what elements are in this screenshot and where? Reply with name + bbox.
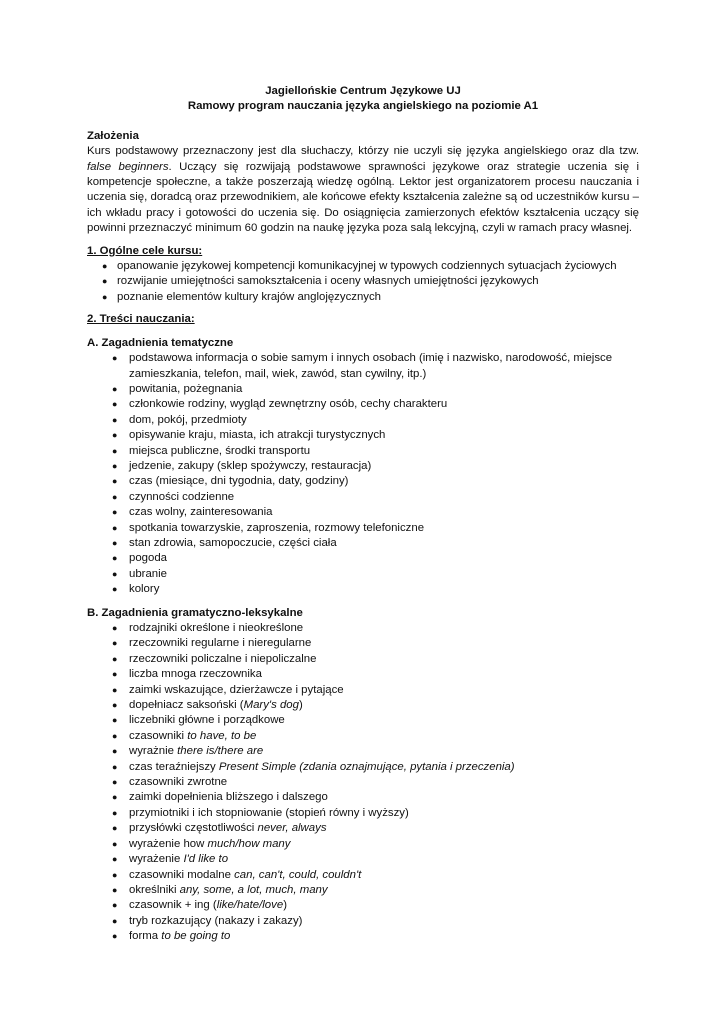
bullet-icon: ●: [112, 715, 118, 726]
goal-item: ● opanowanie językowej kompetencji komunikacyjnej w typowych codziennych sytuacjach życiowych: [87, 259, 639, 274]
grammar-item: ● zaimki wskazujące, dzierżawcze i pytające: [87, 683, 639, 698]
grammar-item: ● liczba mnoga rzeczownika: [87, 667, 639, 682]
bullet-icon: ●: [112, 931, 118, 942]
bullet-icon: ●: [102, 276, 108, 287]
bullet-icon: ●: [112, 854, 118, 865]
bullet-icon: ●: [112, 838, 118, 849]
grammar-item: ● tryb rozkazujący (nakazy i zakazy): [87, 914, 639, 929]
topic-item: ● ubranie: [87, 567, 639, 582]
zalozenia-heading: Założenia: [87, 129, 139, 142]
grammar-item: ● rzeczowniki policzalne i niepoliczalne: [87, 652, 639, 667]
bullet-icon: ●: [112, 383, 118, 394]
document-page: [87, 84, 639, 945]
bullet-icon: ●: [112, 792, 118, 803]
grammar-item: ● wyrażenie how much/how many: [87, 837, 639, 852]
goals-list: [87, 259, 639, 305]
grammar-item: ● czas teraźniejszy Present Simple (zdania oznajmujące, pytania i przeczenia): [87, 760, 639, 775]
bullet-icon: ●: [112, 568, 118, 579]
bullet-icon: ●: [112, 653, 118, 664]
bullet-icon: ●: [112, 623, 118, 633]
topic-item: ● dom, pokój, przedmioty: [87, 413, 639, 428]
bullet-icon: ●: [102, 261, 108, 272]
bullet-icon: ●: [112, 460, 118, 471]
bullet-icon: ●: [112, 553, 118, 564]
bullet-icon: ●: [112, 900, 118, 911]
bullet-icon: ●: [112, 414, 118, 425]
goal-item: ● poznanie elementów kultury krajów anglojęzycznych: [87, 290, 639, 305]
grammar-item: ● czasowniki modalne can, can't, could, couldn't: [87, 868, 639, 883]
bullet-icon: ●: [112, 700, 118, 711]
goal-item: ● rozwijanie umiejętności samokształcenia i oceny własnych umiejętności językowych: [87, 274, 639, 289]
topic-item: ● czas wolny, zainteresowania: [87, 505, 639, 520]
grammar-item: ● forma to be going to: [87, 929, 639, 944]
grammar-heading: B. Zagadnienia gramatyczno-leksykalne: [87, 606, 303, 619]
grammar-item: ● czasowniki zwrotne: [87, 775, 639, 790]
bullet-icon: ●: [112, 491, 118, 502]
document-title: Ramowy program nauczania języka angielskiego na poziomie A1: [187, 100, 539, 113]
bullet-icon: ●: [112, 777, 118, 788]
bullet-icon: ●: [112, 669, 118, 680]
topic-item: ● członkowie rodziny, wygląd zewnętrzny osób, cechy charakteru: [87, 397, 639, 412]
bullet-icon: ●: [112, 537, 118, 548]
topic-item: ● czynności codzienne: [87, 490, 639, 505]
bullet-icon: ●: [112, 884, 118, 895]
section-content-heading: 2. Treści nauczania:: [87, 313, 195, 326]
topics-list: [87, 351, 639, 598]
bullet-icon: ●: [112, 445, 118, 456]
grammar-item: ● czasowniki to have, to be: [87, 729, 639, 744]
grammar-item: ● zaimki dopełnienia bliższego i dalszego: [87, 790, 639, 805]
grammar-item: ● rzeczowniki regularne i nieregularne: [87, 636, 639, 651]
grammar-item: ● rodzajniki określone i nieokreślone: [87, 621, 639, 636]
topic-item: ● pogoda: [87, 551, 639, 566]
bullet-icon: ●: [112, 746, 118, 757]
bullet-icon: ●: [112, 807, 118, 818]
topic-item: ● podstawowa informacja o sobie samym i innych osobach (imię i nazwisko, narodowość, miejsce zamieszkania, telefon, mail, wiek, zawód, stan cywilny, itp.): [112, 352, 613, 380]
bullet-icon: ●: [112, 684, 118, 695]
bullet-icon: ●: [112, 638, 118, 649]
topic-item: ● powitania, pożegnania: [87, 382, 639, 397]
topic-item: ● stan zdrowia, samopoczucie, części ciała: [87, 536, 639, 551]
bullet-icon: ●: [112, 507, 118, 518]
grammar-item: ● liczebniki główne i porządkowe: [87, 713, 639, 728]
topic-item: ● kolory: [87, 582, 639, 597]
document-institution: Jagiellońskie Centrum Językowe UJ: [265, 85, 461, 97]
zalozenia-paragraph: Kurs podstawowy przeznaczony jest dla słuchaczy, którzy nie uczyli się języka angielskiego oraz dla tzw. false beginners. Uczący się rozwijają podstawowe sprawności językowe oraz strategie uczenia się i kompetencje społeczne, a także poszerzają wiedzę ogólną. Lektor jest organizatorem procesu nauczania i uczenia się, doradcą oraz przewodnikiem, ale końcowe efekty kształcenia zależne są od uczestników kursu – ich wkładu pracy i gotowości do uczenia się. Do osiągnięcia zamierzonych efektów kształcenia uczący się powinni przeznaczyć minimum 60 godzin na naukę języka poza salą lekcyjną, czyli w ramach pracy własnej.: [87, 145, 639, 235]
grammar-item: ● przymiotniki i ich stopniowanie (stopień równy i wyższy): [87, 806, 639, 821]
topic-item: ● opisywanie kraju, miasta, ich atrakcji turystycznych: [87, 428, 639, 443]
grammar-item: ● czasownik + ing (like/hate/love): [87, 898, 639, 913]
grammar-list: [87, 621, 639, 945]
bullet-icon: ●: [112, 430, 118, 441]
grammar-item: ● wyrażenie I'd like to: [87, 852, 639, 867]
grammar-item: ● określniki any, some, a lot, much, many: [87, 883, 639, 898]
topic-item: ● czas (miesiące, dni tygodnia, daty, godziny): [87, 474, 639, 489]
bullet-icon: ●: [112, 869, 118, 880]
bullet-icon: ●: [112, 399, 118, 410]
topics-heading: A. Zagadnienia tematyczne: [87, 336, 234, 349]
bullet-icon: ●: [112, 730, 118, 741]
bullet-icon: ●: [112, 353, 118, 364]
grammar-item: ● wyrażnie there is/there are: [87, 744, 639, 759]
bullet-icon: ●: [112, 823, 118, 834]
bullet-icon: ●: [112, 584, 118, 595]
topic-item: ● miejsca publiczne, środki transportu: [87, 444, 639, 459]
bullet-icon: ●: [112, 915, 118, 926]
grammar-item: ● przysłówki częstotliwości never, always: [87, 821, 639, 836]
grammar-item: ● dopełniacz saksoński (Mary's dog): [87, 698, 639, 713]
bullet-icon: ●: [112, 761, 118, 772]
bullet-icon: ●: [112, 476, 118, 487]
topic-item: ● jedzenie, zakupy (sklep spożywczy, restauracja): [87, 459, 639, 474]
bullet-icon: ●: [102, 291, 108, 302]
section-goals-heading: 1. Ogólne cele kursu:: [87, 244, 203, 257]
topic-item: ● spotkania towarzyskie, zaproszenia, rozmowy telefoniczne: [87, 521, 639, 536]
bullet-icon: ●: [112, 522, 118, 533]
